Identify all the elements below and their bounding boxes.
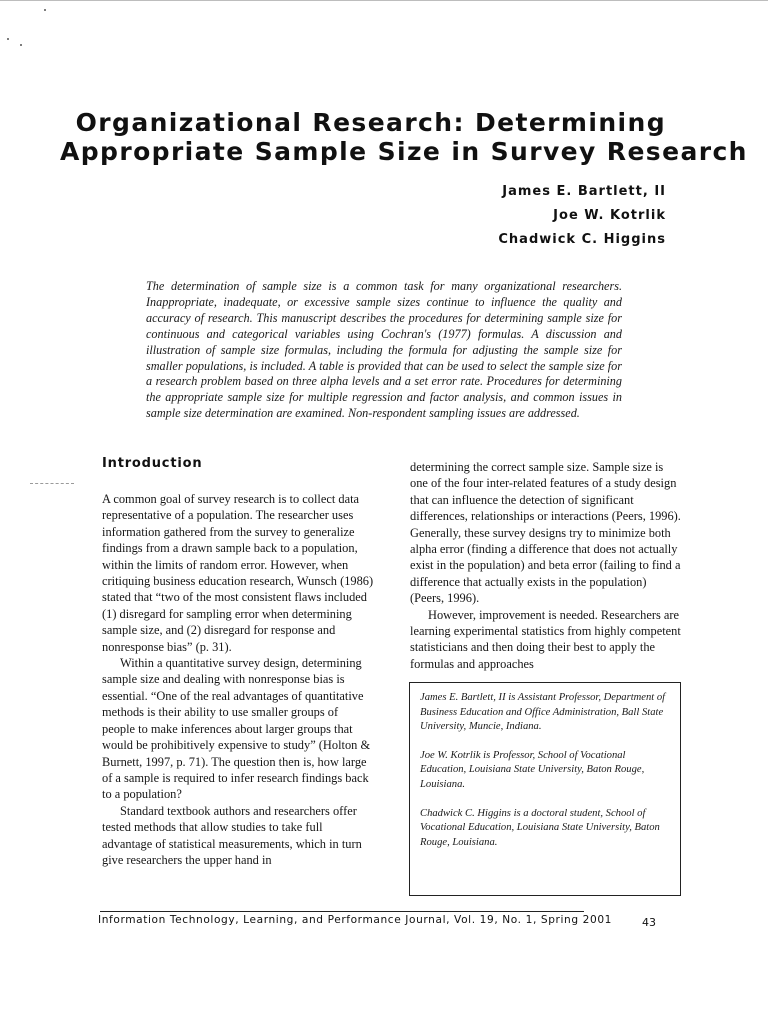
body-paragraph: determining the correct sample size. Sample size is one of the four inter-related features of a study design that can influence the detection of significant differences, relationships or interactions (Peers, 1996). Generally, these survey designs try to minimize both alpha error (finding a difference that does not actually exist in the population) and beta error (failing to find a difference that actually exists in the population) (Peers, 1996). xyxy=(410,460,681,606)
scan-speck xyxy=(7,38,9,40)
author-notes-box xyxy=(409,682,681,896)
scan-speck xyxy=(44,9,46,11)
article-title xyxy=(60,108,748,166)
body-paragraph: A common goal of survey research is to collect data representative of a population. The researcher uses information gathered from the survey to generalize findings from a drawn sample back to a population, within the limits of random error. However, when critiquing business education research, Wunsch (1986) stated that “two of the most consistent flaws included (1) disregard for sampling error when determining sample size, and (2) disregard for response and nonresponse bias” (p. 31). xyxy=(102,492,374,654)
author-note: James E. Bartlett, II is Assistant Professor, Department of Business Education and Office Administration, Ball State University, Muncie, Indiana. xyxy=(420,692,666,733)
right-column xyxy=(410,459,682,672)
author-name: James E. Bartlett, II xyxy=(502,184,666,199)
author-list xyxy=(498,180,666,252)
body-paragraph: However, improvement is needed. Researchers are learning experimental statistics from highly competent statisticians and then doing their best to apply the formulas and approaches xyxy=(410,607,681,671)
left-column xyxy=(102,453,374,868)
margin-mark xyxy=(30,483,74,484)
footer-rule xyxy=(100,911,584,912)
article-title-line-2: Appropriate Sample Size in Survey Research xyxy=(60,137,748,166)
page-number: 43 xyxy=(642,916,656,929)
author-note: Chadwick C. Higgins is a doctoral student, School of Vocational Education, Louisiana State University, Baton Rouge, Louisiana. xyxy=(420,807,660,848)
abstract: The determination of sample size is a common task for many organizational researchers. Inappropriate, inadequate, or excessive sample sizes continue to influence the quality and accuracy of research. This manuscript describes the procedures for determining sample size for continuous and categorical variables using Cochran's (1977) formulas. A discussion and illustration of sample size formulas, including the formula for adjusting the sample size for smaller populations, is included. A table is provided that can be used to select the sample size for a research problem based on three alpha levels and a set error rate. Procedures for determining the appropriate sample size for multiple regression and factor analysis, and common issues in sample size determination are examined. Non-respondent sampling issues are addressed. xyxy=(146,279,622,421)
author-name: Chadwick C. Higgins xyxy=(498,232,666,247)
scan-speck xyxy=(20,44,22,46)
section-heading-introduction: Introduction xyxy=(102,456,203,471)
body-paragraph: Standard textbook authors and researchers offer tested methods that allow studies to take full advantage of statistical measurements, which in turn give researchers the upper hand in xyxy=(102,803,362,867)
author-note: Joe W. Kotrlik is Professor, School of Vocational Education, Louisiana State University, Baton Rouge, Louisiana. xyxy=(420,749,645,790)
article-title-line-1: Organizational Research: Determining xyxy=(75,108,666,137)
page-top-edge xyxy=(0,0,768,1)
body-paragraph: Within a quantitative survey design, determining sample size and dealing with nonresponse bias is essential. “One of the real advantages of quantitative methods is their ability to use smaller groups of people to make inferences about larger groups that would be prohibitively expensive to study” (Holton & Burnett, 1997, p. 71). The question then is, how large of a sample is required to infer research findings back to a population? xyxy=(102,656,371,802)
journal-footer: Information Technology, Learning, and Performance Journal, Vol. 19, No. 1, Spring 2001 xyxy=(98,914,613,926)
author-name: Joe W. Kotrlik xyxy=(553,208,666,223)
